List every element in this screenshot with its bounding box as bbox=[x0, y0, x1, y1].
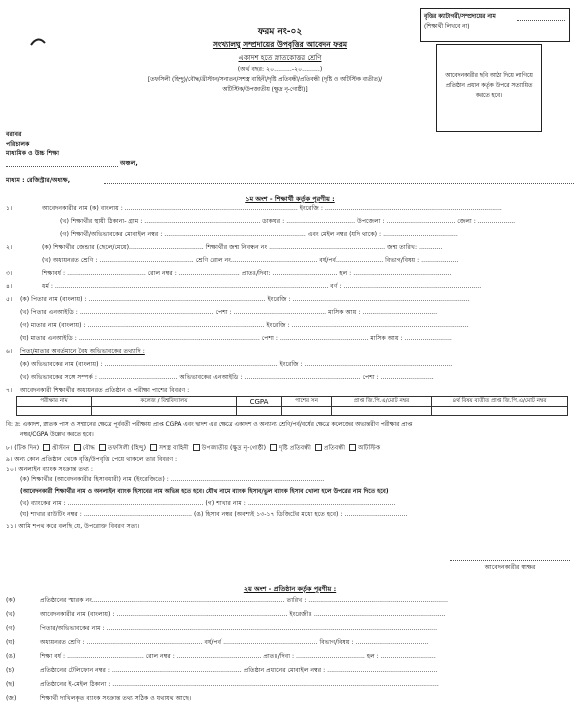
table-header: কলেজ / বিশ্ববিদ্যালয় bbox=[92, 397, 237, 407]
note-line-1: বি: দ্র: একাদশ, স্নাতক পাস ও সম্মানের ক্ষেত্রে পূর্ববর্তী পরীক্ষায় প্রাপ্ত CGPA এবং দ্বাদশ এর ক্ষেত্রে একাদশ ও অন্যান্য শ্রেণি/পর্ব/বর্ষের ক্ষেত্রে কলেজের অভ্যন্তরীণ পরীক্ষার প্রাপ্ত bbox=[6, 422, 413, 428]
signature-label: আবেদনকারীর স্বাক্ষর bbox=[484, 564, 536, 571]
session-field-2[interactable]: শিক্ষা বর্ষ : ....................................... রোল নম্বর : ........................................... প্রাতঃ/দিবা : ................................... হল : ............................ bbox=[40, 653, 436, 660]
signature-line[interactable] bbox=[450, 560, 570, 561]
checkbox[interactable] bbox=[349, 444, 356, 451]
row-number: ৬। bbox=[6, 348, 13, 355]
mobile-field[interactable]: (গ) শিক্ষার্থী/অভিভাবকের মোবাইল নম্বর : ........................................................................ এবং মেইল নম্বর (যদি থাকে) : ...................................... bbox=[60, 231, 458, 238]
class-field-2[interactable]: অধ্যয়নরত শ্রেণি : ........................................................... বর্ষ/পর্ব ................................................ বিভাগ/বিষয় : ..................................... bbox=[40, 639, 429, 646]
row-letter: (ঙ) bbox=[6, 653, 16, 660]
photo-box-text: আবেদনকারীর ছবি আঠা দিয়ে লাগিয়ে প্রতিষ্ঠান প্রধান কর্তৃক উপরে সত্যায়িত করতে হবে। bbox=[445, 73, 533, 99]
mother-name-field[interactable]: (গ) মাতার নাম (বাংলায়) : .......................................................................................... ইংরেজি : .......................................................................................... bbox=[20, 322, 469, 329]
community-line-1: [তফসিলী (হিন্দু)/বৌদ্ধ/খ্রীস্টান/সনাতন/সশস্ত্র বাহিনী/দৃষ্টি প্রতিবন্ধী/প্রতিবন্ধী (দৃষ্টি ও অটিস্টিক ব্যতীত)/ bbox=[147, 77, 383, 83]
parent-name-field[interactable]: পিতার/অভিভাবকের নাম : ........................................................................................................................................................................ bbox=[40, 625, 438, 632]
other-scholarship[interactable]: ৯। অন্য কোন প্রতিষ্ঠান থেকে বৃত্তি/উপবৃত্তি পেয়ে থাকলে তার বিবরণ : bbox=[6, 456, 178, 463]
form-number: ফরম নং-০২ bbox=[257, 27, 303, 37]
gender-field[interactable]: (ক) শিক্ষার্থীর জেন্ডার (ছেলে/মেয়ে)...................................... শিক্ষার্থীর জন্ম নিবন্ধন নং ........................................................... জন্ম তারিখ: ............ bbox=[42, 244, 443, 251]
address-region: অঞ্চল, bbox=[120, 160, 138, 167]
category-box-label: বৃত্তির ক্যাটাগরী/সম্প্রদায়ের নাম bbox=[424, 14, 496, 20]
father-name-field[interactable]: (ক) পিতার নাম (বাংলায়) : .......................................................................................... ইংরেজি : .......................................................................................... bbox=[20, 296, 470, 303]
bank-name-field[interactable]: (খ) ব্যাংকের নাম : ..................................................................... (গ) শাখার নাম : ........................................................................... bbox=[20, 500, 396, 507]
tick-option: অটিস্টিক bbox=[357, 444, 381, 452]
address-to: বরাবর bbox=[6, 131, 22, 138]
region-blank[interactable] bbox=[6, 166, 118, 167]
row-letter: (ক) bbox=[6, 597, 16, 604]
address-dept: মাধ্যমিক ও উচ্চ শিক্ষা bbox=[6, 150, 60, 157]
tick-option: খ্রীস্টান bbox=[52, 444, 70, 452]
row-letter: (চ) bbox=[6, 667, 15, 674]
guardian-heading: পিতা/মাতার অবর্তমানে বৈধ অভিভাবকের তথ্যাদি : bbox=[20, 348, 145, 355]
row-letter: (ঘ) bbox=[6, 639, 15, 646]
row-letter: (গ) bbox=[6, 625, 15, 632]
fiscal-year: (অর্থ বছর: ২০.........-২০.........) bbox=[237, 66, 323, 73]
tick-label: ৮। (টিক দিন) bbox=[6, 444, 40, 452]
category-box-line[interactable] bbox=[517, 20, 565, 21]
table-row[interactable] bbox=[17, 407, 568, 416]
education-table bbox=[16, 396, 568, 416]
oath-text: ১১। আমি শপথ করে বলছি যে, উপরোক্ত বিবরণ সত্য। bbox=[6, 523, 140, 530]
religion-field[interactable]: ধর্ম : ........................................................................................................................................... বর্ণ : ...................................................................... bbox=[42, 283, 482, 290]
tick-option: তফসিলী (হিন্দু) bbox=[107, 444, 147, 452]
category-box bbox=[420, 8, 570, 42]
checkbox[interactable] bbox=[43, 444, 50, 451]
tick-option: উপজাতীয় (ক্ষুদ্র নৃ-গোষ্ঠী) bbox=[201, 444, 267, 452]
table-header: CGPA bbox=[237, 397, 282, 407]
checkbox[interactable] bbox=[193, 444, 200, 451]
table-header: প্রাপ্ত জি.পি.এ/মোট নম্বর bbox=[332, 397, 432, 407]
table-header: পরীক্ষার নাম bbox=[17, 397, 92, 407]
photo-box[interactable] bbox=[436, 44, 542, 132]
applicant-name-field[interactable]: আবেদনকারীর নাম (ক) বাংলায় : ........................................................................................ ইংরেজি : .......................................................................................... bbox=[42, 205, 502, 212]
table-header: পাশের সন bbox=[282, 397, 332, 407]
address-field[interactable]: (খ) শিক্ষার্থীর স্থায়ী ঠিকানা- গ্রাম : ........................................................... ডাকঘর : ................................... উপজেলা : ................................... জেলা : ................... bbox=[60, 218, 516, 225]
telephone-field[interactable]: প্রতিষ্ঠানের টেলিফোন নম্বর : .................................................................. প্রতিষ্ঠান প্রধানের মোবাইল নম্বর : ........................................................ bbox=[40, 667, 438, 674]
table-header-row bbox=[17, 397, 568, 407]
category-box-note: (শিক্ষার্থী লিখবে না) bbox=[424, 24, 470, 30]
education-heading: আবেদনকারী শিক্ষার্থীর অধ্যয়নরত প্রতিষ্ঠান ও পরীক্ষা পাশের বিবরণ : bbox=[20, 387, 190, 394]
level-title: একাদশ হতে স্নাতকোত্তর শ্রেণি bbox=[238, 54, 322, 62]
account-holder-field[interactable]: (ক) শিক্ষার্থীর (আবেদনকারীর হিসাবধারী) নাম (ইংরেজিতে) : .............................................................................. bbox=[20, 476, 325, 483]
class-field[interactable]: (খ) অধ্যয়নরত শ্রেণি : ................................................ শ্রেণি রোল নং............................................ বর্ষ/পর্ব........................ বিভাগ/বিষয় : ................... bbox=[42, 257, 459, 264]
routing-field[interactable]: (ঘ) শাখার রাউটিং নম্বর : ....................................................... (ঙ) হিসাব নম্বর (অবশ্যই ১৩-১৭ ডিজিটের মধ্যে হতে হবে) : ................................ bbox=[20, 511, 408, 518]
father-nid-field[interactable]: (খ) পিতার এনআইডি : .................................................................... পেশা : ............................................... মাসিক আয় : ...................................... bbox=[20, 309, 438, 316]
tick-option: বৌদ্ধ bbox=[82, 444, 95, 452]
email-field[interactable]: প্রতিষ্ঠানের ই-মেইল ঠিকানা : ...................................................................................................................................................................... bbox=[40, 681, 439, 688]
row-letter: (ছ) bbox=[6, 681, 15, 688]
memo-field[interactable]: প্রতিষ্ঠানের স্মারক নং.................................................................................................. তারিখ : ....................................................................... bbox=[40, 597, 448, 604]
tick-row bbox=[6, 444, 380, 453]
row-letter: (জ) bbox=[6, 695, 17, 702]
checkbox[interactable] bbox=[74, 444, 81, 451]
tick-option: প্রতিবন্ধী bbox=[323, 444, 345, 452]
row-number: ১। bbox=[6, 205, 13, 212]
logo-icon bbox=[30, 37, 46, 47]
checkbox[interactable] bbox=[99, 444, 106, 451]
bank-info-heading: ১০। অনলাইন ব্যাংক সংক্রান্ত তথ্য : bbox=[6, 466, 93, 473]
guardian-name-field[interactable]: (ক) অভিভাবকের নাম (বাংলায়) : ........................................................................................ ইংরেজি : ........................................................................... bbox=[20, 361, 453, 368]
community-line-2: অটিস্টিক/উপজাতীয় (ক্ষুদ্র নৃ-গোষ্ঠী)] bbox=[222, 87, 308, 93]
mother-nid-field[interactable]: (ঘ) মাতার এনআইডি : ............................................................................................ পেশা : ............................................. মাসিক আয় : ........................ bbox=[20, 335, 452, 342]
note-line-2: নম্বর/CGPA উল্লেখ করতে হবে। bbox=[20, 432, 94, 438]
row-number: ৩। bbox=[6, 270, 13, 277]
bank-verify-text: শিক্ষার্থী দাখিলকৃত ব্যাংক সংক্রান্ত তথ্য সঠিক ও যথাযথ আছে। bbox=[40, 695, 192, 702]
address-via: মাধ্যম : রেজিস্ট্রার/অধ্যক্ষ, bbox=[6, 177, 71, 184]
guardian-relation-field[interactable]: (খ) অভিভাবকের সঙ্গে সম্পর্ক : ........................................ অভিভাবকের এনআইডি : ........................................................... পেশা : ........................... bbox=[20, 374, 434, 381]
row-number: ৫। bbox=[6, 296, 13, 303]
tick-option: দৃষ্টি প্রতিবন্ধী bbox=[279, 444, 311, 452]
part1-heading: ১ম অংশ - শিক্ষার্থী কর্তৃক পূরণীয় : bbox=[245, 195, 335, 203]
checkbox[interactable] bbox=[315, 444, 322, 451]
via-blank[interactable] bbox=[104, 183, 574, 184]
checkbox[interactable] bbox=[270, 444, 277, 451]
form-title: সংখ্যালঘু সম্প্রদায়ের উপবৃত্তির আবেদন ফরম bbox=[212, 40, 348, 49]
checkbox[interactable] bbox=[150, 444, 157, 451]
address-director: পরিচালক bbox=[6, 141, 30, 148]
row-number: ২। bbox=[6, 244, 13, 251]
table-header: ৪র্থ বিষয় ব্যতীত প্রাপ্ত জি.পি.এ/মোট নম্বর bbox=[432, 397, 568, 407]
part2-heading: ২য় অংশ - প্রতিষ্ঠান কর্তৃক পূরণীয় : bbox=[243, 585, 337, 593]
row-letter: (খ) bbox=[6, 611, 15, 618]
row-number: ৭। bbox=[6, 387, 13, 394]
tick-option: সশস্ত্র বাহিনী bbox=[159, 444, 189, 452]
session-field[interactable]: শিক্ষাবর্ষ : ........................................ রোল নম্বর : ............................... প্রাতঃ/দিবা: ................................. হল : .................................................. bbox=[42, 270, 452, 277]
bank-warning: (আবেদনকারী শিক্ষার্থীর নাম ও অনলাইন ব্যাংক হিসাবের নাম অভিন্ন হতে হবে। যৌথ নামে ব্যাংক হিসাব/ভুল ব্যাংক হিসাব খোলা হলে উপরের নাম দিতে হবে) bbox=[20, 489, 389, 495]
applicant-name-field-2[interactable]: আবেদনকারীর নাম (বাংলায়) : ....................................................................................... ইংরেজীঃ ................................................................... bbox=[40, 611, 446, 618]
row-number: ৪। bbox=[6, 283, 13, 290]
